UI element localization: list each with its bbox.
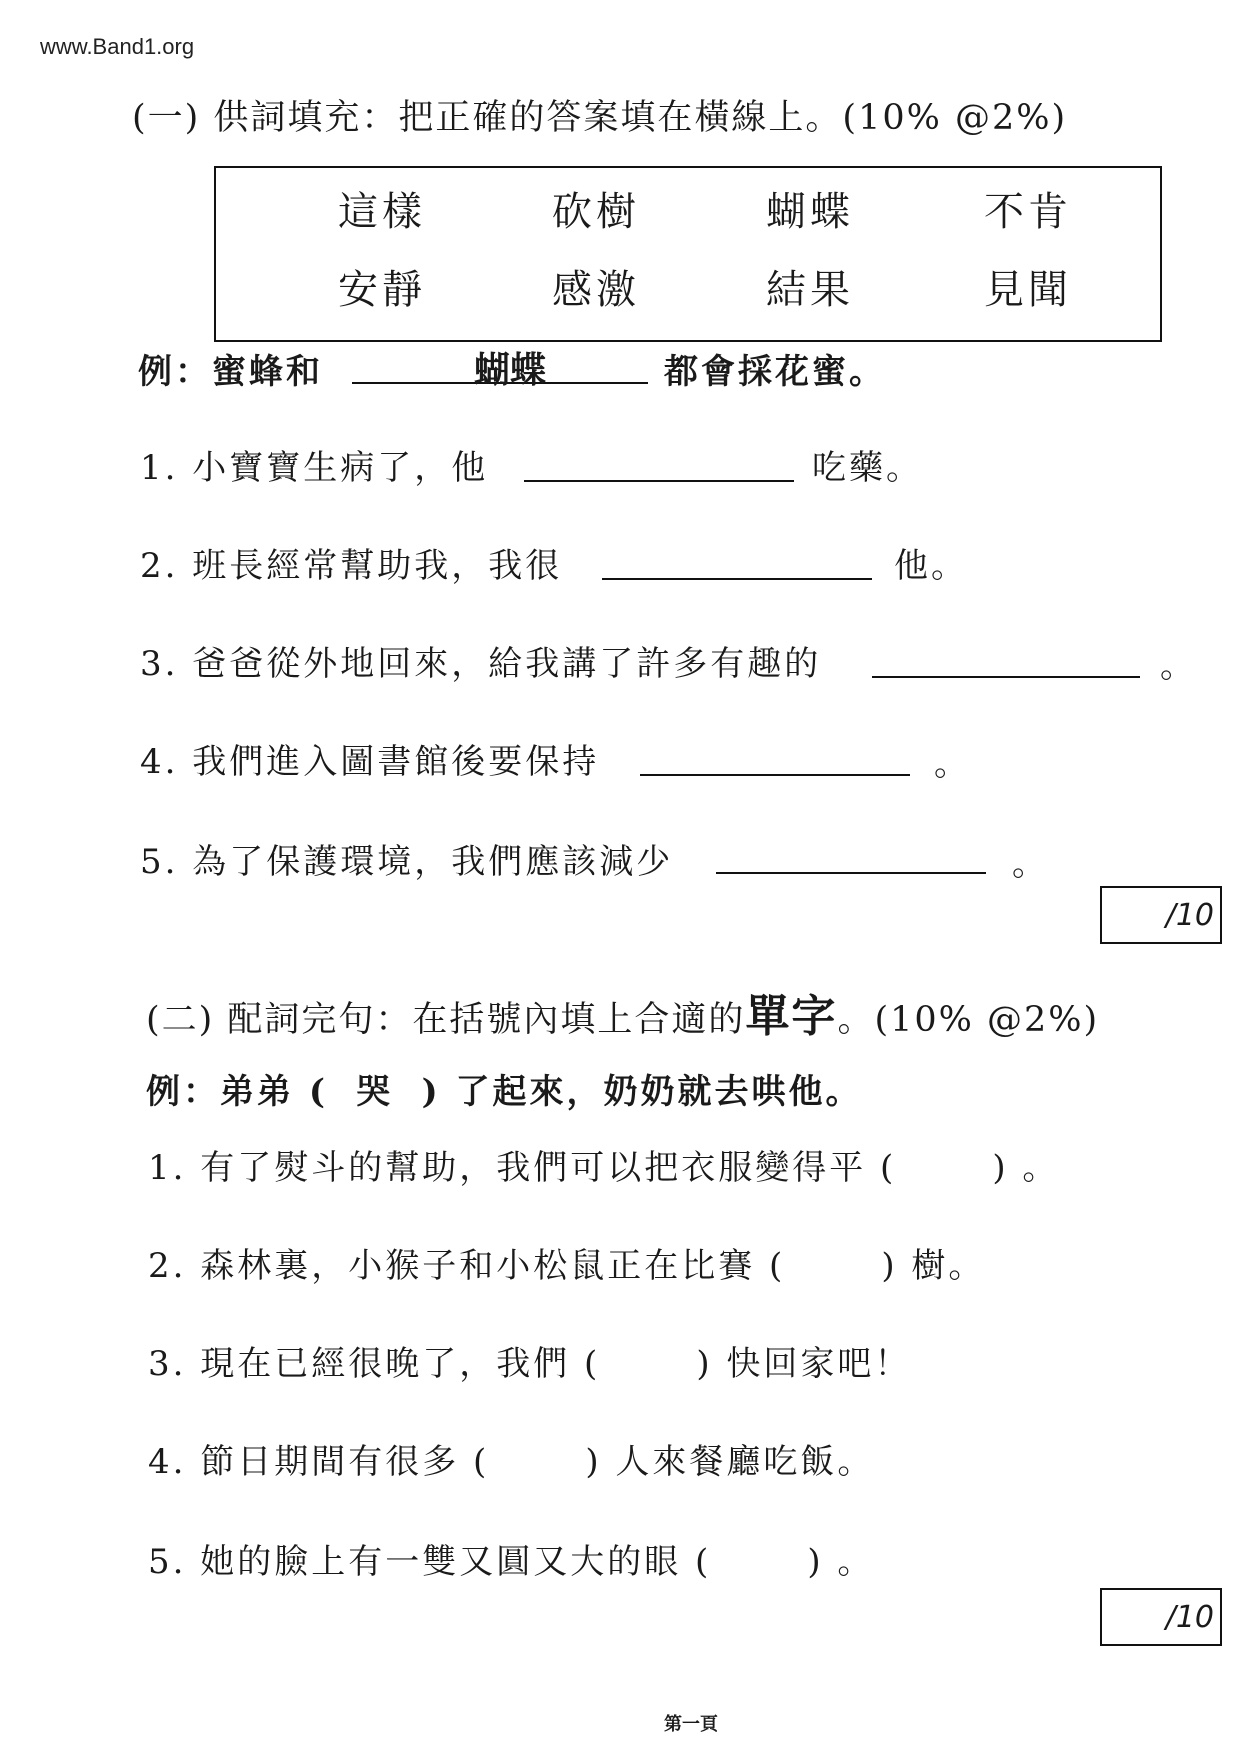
- word-bank-box: [214, 166, 1162, 342]
- word-bank-item: 蝴蝶: [766, 189, 854, 235]
- answer-blank-1[interactable]: [524, 480, 794, 482]
- section1-question-5-end: 。: [1012, 844, 1049, 884]
- section2-example-before: 例：弟弟 (: [146, 1072, 328, 1112]
- section2-question-1: [148, 1140, 1059, 1189]
- word-bank-item: 安靜: [338, 267, 426, 313]
- section1-question-3-end: 。: [1160, 646, 1197, 686]
- watermark: www.Band1.org: [40, 34, 195, 59]
- section2-question-3: [148, 1336, 911, 1385]
- section1-question-5: 5. 為了保護環境，我們應該減少: [140, 842, 674, 882]
- section2-question-5: [148, 1534, 874, 1583]
- word-bank-item: 感激: [552, 267, 640, 313]
- section2-example-after: ) 了起來，奶奶就去哄他。: [421, 1072, 863, 1112]
- section2-question-2-text: 2. 森林裏，小猴子和小松鼠正在比賽 (: [148, 1246, 786, 1286]
- word-bank-item: 見聞: [984, 267, 1072, 313]
- answer-blank-3[interactable]: [872, 676, 1140, 678]
- section1-question-2: 2. 班長經常幫助我，我很: [140, 546, 563, 586]
- section2-question-2-end: ) 樹。: [881, 1246, 986, 1286]
- word-bank-item: 不肯: [984, 189, 1072, 235]
- word-bank-item: 砍樹: [552, 189, 640, 235]
- section1-example-answer: 蝴蝶: [474, 349, 547, 391]
- section2-question-4-text: 4. 節日期間有很多 (: [148, 1442, 490, 1482]
- section1-question-1: 1. 小寶寶生病了，他: [140, 448, 489, 488]
- section2-question-2: [148, 1238, 985, 1287]
- section1-question-2-end: 他。: [894, 546, 968, 586]
- page-footer: 第一頁: [664, 1714, 718, 1735]
- section2-heading: [146, 980, 1099, 1044]
- section2-question-1-end: ) 。: [992, 1148, 1060, 1188]
- section2-example: [146, 1064, 863, 1113]
- section1-example-before: 例：蜜蜂和: [138, 352, 323, 392]
- section2-heading-text: (二) 配詞完句：在括號內填上合適的: [146, 1000, 746, 1040]
- section1-question-4: 4. 我們進入圖書館後要保持: [140, 742, 600, 782]
- section2-score-box: [1100, 1588, 1222, 1646]
- answer-blank-4[interactable]: [640, 774, 910, 776]
- section2-heading-tail: 。(10% @2%): [837, 1000, 1100, 1040]
- section1-question-4-end: 。: [934, 744, 971, 784]
- section2-question-5-end: ) 。: [807, 1542, 875, 1582]
- section2-question-3-end: ) 快回家吧！: [696, 1344, 912, 1384]
- section2-question-3-text: 3. 現在已經很晚了，我們 (: [148, 1344, 601, 1384]
- word-bank-item: 結果: [766, 267, 854, 313]
- section2-question-5-text: 5. 她的臉上有一雙又圓又大的眼 (: [148, 1542, 712, 1582]
- section2-question-1-text: 1. 有了熨斗的幫助，我們可以把衣服變得平 (: [148, 1148, 897, 1188]
- section2-question-4: [148, 1434, 874, 1483]
- section2-heading-emphasis: 單字: [745, 991, 838, 1042]
- section1-score: /10: [1165, 898, 1214, 933]
- word-bank-item: 這樣: [338, 189, 426, 235]
- section2-example-answer: 哭: [356, 1072, 394, 1112]
- section1-score-box: [1100, 886, 1222, 944]
- section1-question-3: 3. 爸爸從外地回來，給我講了許多有趣的: [140, 644, 822, 684]
- answer-blank-2[interactable]: [602, 578, 872, 580]
- section2-score: /10: [1165, 1600, 1214, 1635]
- section1-question-1-end: 吃藥。: [812, 448, 923, 488]
- section1-example-after: 都會採花蜜。: [664, 352, 886, 392]
- section1-heading: (一) 供詞填充：把正確的答案填在橫線上。(10% @2%): [132, 98, 1068, 138]
- answer-blank-5[interactable]: [716, 872, 986, 874]
- section2-question-4-end: ) 人來餐廳吃飯。: [585, 1442, 875, 1482]
